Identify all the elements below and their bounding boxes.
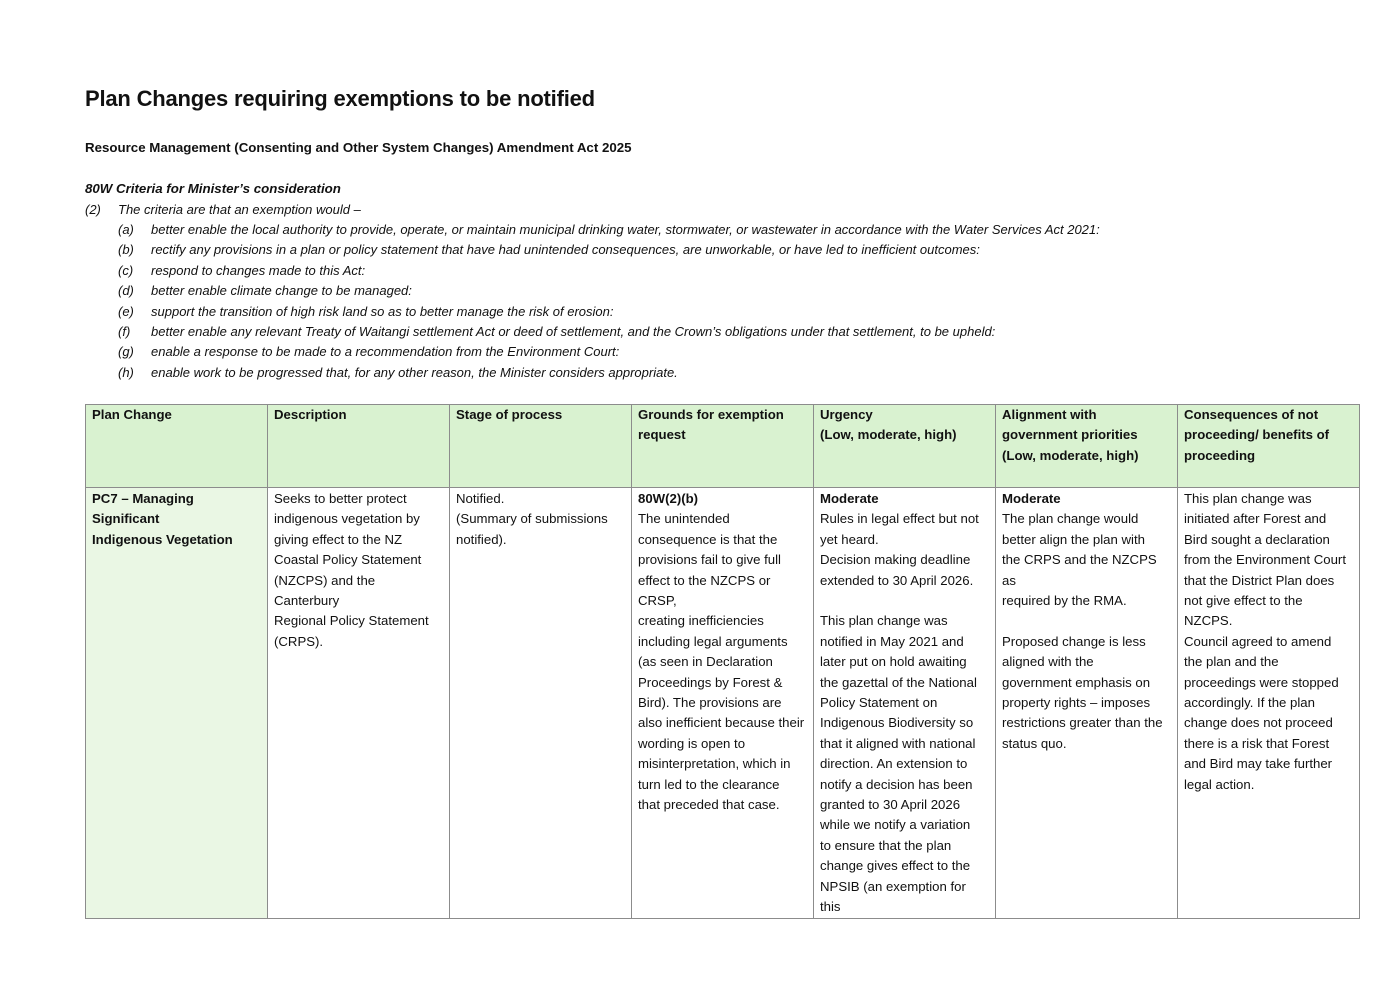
cell-line: legal action. [1184, 776, 1255, 792]
header-line: proceeding/ benefits of [1184, 427, 1330, 443]
cell-line: notified). [456, 531, 507, 547]
urgency-level: Moderate [820, 491, 879, 506]
table-row [86, 488, 1360, 919]
cell-line: property rights – imposes [1002, 695, 1151, 711]
cell-line: notify a decision has been [820, 776, 973, 792]
criterion-item [118, 240, 1100, 260]
header-line: Plan Change [92, 407, 172, 422]
cell-line: This plan change was [820, 613, 948, 629]
criterion-label: (g) [118, 344, 134, 360]
criterion-item [118, 220, 1100, 240]
criterion-text: support the transition of high risk land so as to better manage the risk of erosion: [151, 303, 614, 319]
header-line: Consequences of not [1184, 407, 1319, 422]
header-line: Urgency [820, 407, 873, 422]
cell-line: proceedings were stopped [1184, 674, 1339, 690]
criterion-item [118, 281, 1100, 301]
cell-line: and Bird may take further [1184, 756, 1333, 772]
cell-line: the CRPS and the NZCPS as [1002, 552, 1157, 588]
criterion-item [118, 342, 1100, 362]
cell-line: yet heard. [820, 531, 879, 547]
header-stage [450, 405, 632, 488]
cell-line: Notified. [456, 491, 505, 506]
cell-line: initiated after Forest and [1184, 511, 1327, 527]
criterion-item [118, 261, 1100, 281]
cell-line: Policy Statement on [820, 695, 938, 711]
paragraph-gap [1002, 611, 1171, 631]
criterion-label: (h) [118, 364, 134, 380]
cell-line: the plan and the [1184, 654, 1279, 670]
cell-stage [450, 488, 632, 919]
cell-line: while we notify a variation [820, 817, 971, 833]
criterion-text: rectify any provisions in a plan or policy statement that have had unintended consequences, are unworkable, or have led to inefficient outcomes: [151, 242, 980, 258]
cell-line: not give effect to the NZCPS. [1184, 593, 1303, 629]
cell-line: required by the RMA. [1002, 593, 1127, 609]
cell-line: there is a risk that Forest [1184, 735, 1330, 751]
header-alignment [996, 405, 1178, 488]
cell-line: Proposed change is less [1002, 633, 1146, 649]
header-line: Stage of process [456, 407, 563, 422]
cell-line: status quo. [1002, 735, 1067, 751]
header-line: (Low, moderate, high) [820, 427, 957, 443]
cell-line: from the Environment Court [1184, 552, 1346, 568]
cell-line: also inefficient because their [638, 715, 805, 731]
criterion-label: (b) [118, 242, 134, 258]
criterion-text: better enable the local authority to provide, operate, or maintain municipal drinking water, stormwater, or wastewater in accordance with the Water Services Act 2021: [151, 222, 1100, 237]
cell-line: government emphasis on [1002, 674, 1151, 690]
plan-changes-table [85, 404, 1360, 919]
header-line: proceeding [1184, 447, 1256, 463]
cell-line: notified in May 2021 and [820, 633, 964, 649]
criteria-list [118, 220, 1100, 383]
header-line: Grounds for exemption [638, 407, 784, 422]
header-line: government priorities [1002, 427, 1138, 443]
cell-line: that it aligned with national [820, 735, 976, 751]
criterion-label: (c) [118, 262, 134, 278]
cell-line: creating inefficiencies [638, 613, 764, 629]
alignment-level: Moderate [1002, 491, 1061, 506]
criterion-text: respond to changes made to this Act: [151, 262, 366, 278]
cell-line: giving effect to the NZ [274, 531, 403, 547]
cell-line: Rules in legal effect but not [820, 511, 979, 527]
criterion-label: (f) [118, 324, 131, 340]
cell-line: misinterpretation, which in [638, 756, 791, 772]
cell-description [268, 488, 450, 919]
criteria-intro-text: The criteria are that an exemption would – [118, 202, 361, 217]
cell-line: direction. An extension to [820, 756, 968, 772]
cell-grounds [632, 488, 814, 919]
criterion-item [118, 363, 1100, 383]
cell-line: Indigenous Vegetation [92, 531, 233, 547]
cell-line: PC7 – Managing Significant [92, 491, 194, 527]
criterion-text: enable work to be progressed that, for any other reason, the Minister considers appropriate. [151, 364, 678, 380]
cell-line: provisions fail to give full [638, 552, 781, 568]
criterion-text: better enable any relevant Treaty of Waitangi settlement Act or deed of settlement, and the Crown’s obligations under that settlement, to be upheld: [151, 324, 996, 340]
cell-line: Bird). The provisions are [638, 695, 782, 711]
header-line: Alignment with [1002, 407, 1097, 422]
cell-urgency [814, 488, 996, 919]
cell-line: granted to 30 April 2026 [820, 797, 961, 813]
grounds-reference: 80W(2)(b) [638, 491, 699, 506]
cell-line: The plan change would [1002, 511, 1139, 527]
cell-line: Proceedings by Forest & [638, 674, 783, 690]
criterion-label: (a) [118, 222, 134, 237]
cell-consequences [1178, 488, 1360, 919]
cell-plan-change [86, 488, 268, 919]
cell-line: (CRPS). [274, 633, 324, 649]
cell-line: (Summary of submissions [456, 511, 608, 527]
cell-line: Indigenous Biodiversity so [820, 715, 974, 731]
cell-line: NPSIB (an exemption for this [820, 878, 966, 915]
cell-line: the gazettal of the National [820, 674, 977, 690]
cell-line: indigenous vegetation by [274, 511, 420, 527]
cell-line: Coastal Policy Statement [274, 552, 422, 568]
criterion-text: better enable climate change to be managed: [151, 283, 412, 299]
cell-line: that the District Plan does [1184, 572, 1335, 588]
cell-line: Council agreed to amend [1184, 633, 1332, 649]
criteria-intro-label: (2) [85, 202, 101, 217]
criterion-text: enable a response to be made to a recommendation from the Environment Court: [151, 344, 620, 360]
cell-line: effect to the NZCPS or CRSP, [638, 572, 771, 609]
header-consequences [1178, 405, 1360, 488]
cell-line: better align the plan with [1002, 531, 1145, 547]
cell-line: consequence is that the [638, 531, 778, 547]
page-title: Plan Changes requiring exemptions to be notified [85, 86, 595, 111]
header-description [268, 405, 450, 488]
criterion-item [118, 302, 1100, 322]
header-urgency [814, 405, 996, 488]
cell-line: Regional Policy Statement [274, 613, 429, 629]
cell-line: later put on hold awaiting [820, 654, 967, 670]
table-header-row [86, 405, 1360, 488]
cell-line: turn led to the clearance [638, 776, 780, 792]
header-line: (Low, moderate, high) [1002, 447, 1139, 463]
cell-line: change gives effect to the [820, 858, 971, 874]
cell-line: accordingly. If the plan [1184, 695, 1315, 711]
cell-line: The unintended [638, 511, 730, 527]
cell-line: Decision making deadline [820, 552, 971, 568]
cell-line: This plan change was [1184, 491, 1312, 506]
cell-line: restrictions greater than the [1002, 715, 1163, 731]
cell-line: extended to 30 April 2026. [820, 572, 974, 588]
cell-line: Seeks to better protect [274, 491, 407, 506]
header-grounds [632, 405, 814, 488]
cell-line: Bird sought a declaration [1184, 531, 1330, 547]
criterion-label: (d) [118, 283, 134, 299]
cell-alignment [996, 488, 1178, 919]
cell-line: (NZCPS) and the Canterbury [274, 572, 376, 609]
cell-line: (as seen in Declaration [638, 654, 773, 670]
criterion-item [118, 322, 1100, 342]
cell-line: that preceded that case. [638, 797, 780, 813]
act-subtitle: Resource Management (Consenting and Other System Changes) Amendment Act 2025 [85, 140, 632, 155]
header-line: Description [274, 407, 347, 422]
cell-line: to ensure that the plan [820, 837, 952, 853]
paragraph-gap [820, 591, 989, 611]
criteria-heading: 80W Criteria for Minister’s consideration [85, 181, 341, 196]
criterion-label: (e) [118, 303, 134, 319]
header-plan-change [86, 405, 268, 488]
cell-line: including legal arguments [638, 633, 788, 649]
cell-line: change does not proceed [1184, 715, 1333, 731]
cell-line: wording is open to [638, 735, 746, 751]
header-line: request [638, 427, 686, 443]
cell-line: aligned with the [1002, 654, 1094, 670]
criteria-intro [85, 200, 361, 220]
